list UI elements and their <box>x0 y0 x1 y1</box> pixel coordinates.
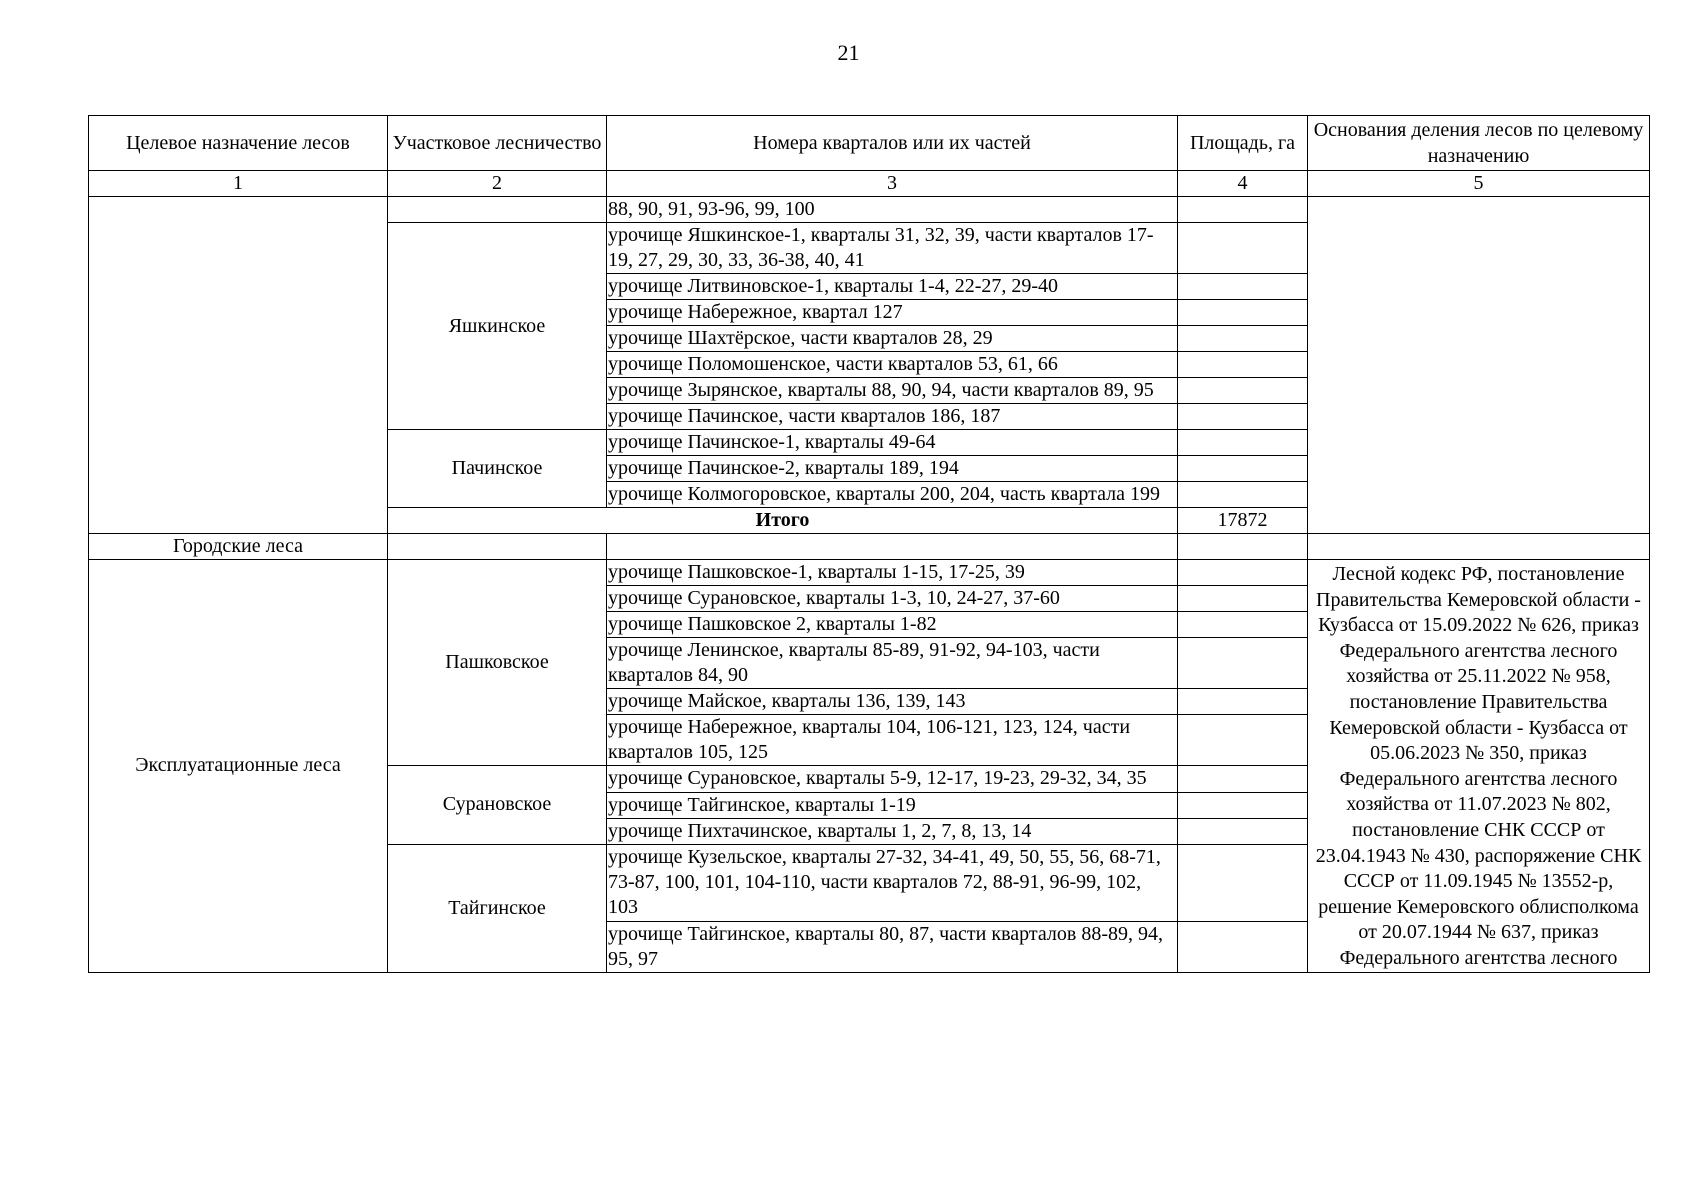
area-cell <box>1178 482 1308 508</box>
forestry-name: Сурановское <box>388 766 607 845</box>
header-quarters: Номера кварталов или их частей <box>607 116 1178 171</box>
quarters-cell: урочище Яшкинское-1, кварталы 31, 32, 39, части кварталов 17-19, 27, 29, 30, 33, 36-38, 40, 41 <box>607 223 1178 274</box>
area-cell <box>1178 300 1308 326</box>
quarters-cell: урочище Пашковское 2, кварталы 1-82 <box>607 612 1178 638</box>
header-purpose: Целевое назначение лесов <box>89 116 388 171</box>
basis-cell-empty <box>1308 197 1650 534</box>
quarters-cell: урочище Пачинское, части кварталов 186, 187 <box>607 404 1178 430</box>
quarters-cell: урочище Тайгинское, кварталы 1-19 <box>607 792 1178 818</box>
table-row <box>89 197 1650 223</box>
area-cell <box>1178 586 1308 612</box>
forestry-name: Пачинское <box>388 430 607 508</box>
quarters-cell: урочище Колмогоровское, кварталы 200, 204, часть квартала 199 <box>607 482 1178 508</box>
area-cell <box>1178 818 1308 844</box>
column-number: 5 <box>1308 171 1650 197</box>
quarters-cell: урочище Сурановское, кварталы 5-9, 12-17, 19-23, 29-32, 34, 35 <box>607 766 1178 793</box>
forestry-name: Яшкинское <box>388 223 607 430</box>
forestry-cell-empty <box>388 534 607 560</box>
purpose-cell: Городские леса <box>89 534 388 560</box>
area-cell <box>1178 560 1308 586</box>
area-cell <box>1178 274 1308 300</box>
area-cell <box>1178 612 1308 638</box>
forestry-cell-empty <box>388 197 607 223</box>
quarters-cell-empty <box>607 534 1178 560</box>
basis-cell: Лесной кодекс РФ, постановление Правительства Кемеровской области - Кузбасса от 15.09.2022 № 626, приказ Федерального агентства лесного хозяйства от 25.11.2022 № 958, постановление Правительства Кемеровской области - Кузбасса от 05.06.2023 № 350, приказ Федерального агентства лесного хозяйства от 11.07.2023 № 802, постановление СНК СССР от 23.04.1943 № 430, распоряжение СНК СССР от 11.09.1945 № 13552-р, решение Кемеровского облисполкома от 20.07.1944 № 637, приказ Федерального агентства лесного <box>1308 560 1650 973</box>
area-cell <box>1178 378 1308 404</box>
forestry-name: Тайгинское <box>388 844 607 972</box>
purpose-cell: Эксплуатационные леса <box>89 560 388 973</box>
header-area: Площадь, га <box>1178 116 1308 171</box>
quarters-cell: урочище Набережное, квартал 127 <box>607 300 1178 326</box>
quarters-cell: урочище Пачинское-2, кварталы 189, 194 <box>607 456 1178 482</box>
column-number-row <box>89 171 1650 197</box>
table-row <box>89 534 1650 560</box>
area-cell <box>1178 844 1308 921</box>
purpose-cell-empty <box>89 197 388 534</box>
area-cell <box>1178 223 1308 274</box>
header-forestry: Участковое лесничество <box>388 116 607 171</box>
quarters-cell: урочище Пихтачинское, кварталы 1, 2, 7, 8, 13, 14 <box>607 818 1178 844</box>
area-cell <box>1178 430 1308 456</box>
quarters-cell: урочище Поломошенское, части кварталов 53, 61, 66 <box>607 352 1178 378</box>
quarters-cell: урочище Сурановское, кварталы 1-3, 10, 24-27, 37-60 <box>607 586 1178 612</box>
area-cell <box>1178 404 1308 430</box>
area-cell <box>1178 326 1308 352</box>
quarters-cell: урочище Зырянское, кварталы 88, 90, 94, части кварталов 89, 95 <box>607 378 1178 404</box>
quarters-cell: урочище Шахтёрское, части кварталов 28, 29 <box>607 326 1178 352</box>
area-cell <box>1178 921 1308 972</box>
quarters-cell: урочище Тайгинское, кварталы 80, 87, части кварталов 88-89, 94, 95, 97 <box>607 921 1178 972</box>
column-number: 3 <box>607 171 1178 197</box>
area-cell <box>1178 197 1308 223</box>
basis-cell-empty <box>1308 534 1650 560</box>
column-number: 4 <box>1178 171 1308 197</box>
quarters-cell: урочище Кузельское, кварталы 27-32, 34-41, 49, 50, 55, 56, 68-71, 73-87, 100, 101, 104-110, части кварталов 72, 88-91, 96-99, 102, 103 <box>607 844 1178 921</box>
quarters-cell: урочище Пачинское-1, кварталы 49-64 <box>607 430 1178 456</box>
total-area: 17872 <box>1178 508 1308 534</box>
page-number: 21 <box>837 40 860 65</box>
area-cell <box>1178 352 1308 378</box>
area-cell <box>1178 456 1308 482</box>
forest-purpose-table <box>88 115 1650 973</box>
area-cell <box>1178 792 1308 818</box>
table-row <box>89 560 1650 586</box>
quarters-cell: урочище Майское, кварталы 136, 139, 143 <box>607 689 1178 715</box>
header-basis: Основания деления лесов по целевому назначению <box>1308 116 1650 171</box>
area-cell <box>1178 638 1308 689</box>
area-cell <box>1178 534 1308 560</box>
quarters-cell: урочище Пашковское-1, кварталы 1-15, 17-25, 39 <box>607 560 1178 586</box>
quarters-cell: 88, 90, 91, 93-96, 99, 100 <box>607 197 1178 223</box>
column-number: 1 <box>89 171 388 197</box>
area-cell <box>1178 766 1308 793</box>
total-label: Итого <box>388 508 1178 534</box>
header-row <box>89 116 1650 171</box>
area-cell <box>1178 689 1308 715</box>
area-cell <box>1178 715 1308 766</box>
quarters-cell: урочище Набережное, кварталы 104, 106-121, 123, 124, части кварталов 105, 125 <box>607 715 1178 766</box>
column-number: 2 <box>388 171 607 197</box>
forestry-name: Пашковское <box>388 560 607 766</box>
quarters-cell: урочище Ленинское, кварталы 85-89, 91-92, 94-103, части кварталов 84, 90 <box>607 638 1178 689</box>
quarters-cell: урочище Литвиновское-1, кварталы 1-4, 22-27, 29-40 <box>607 274 1178 300</box>
